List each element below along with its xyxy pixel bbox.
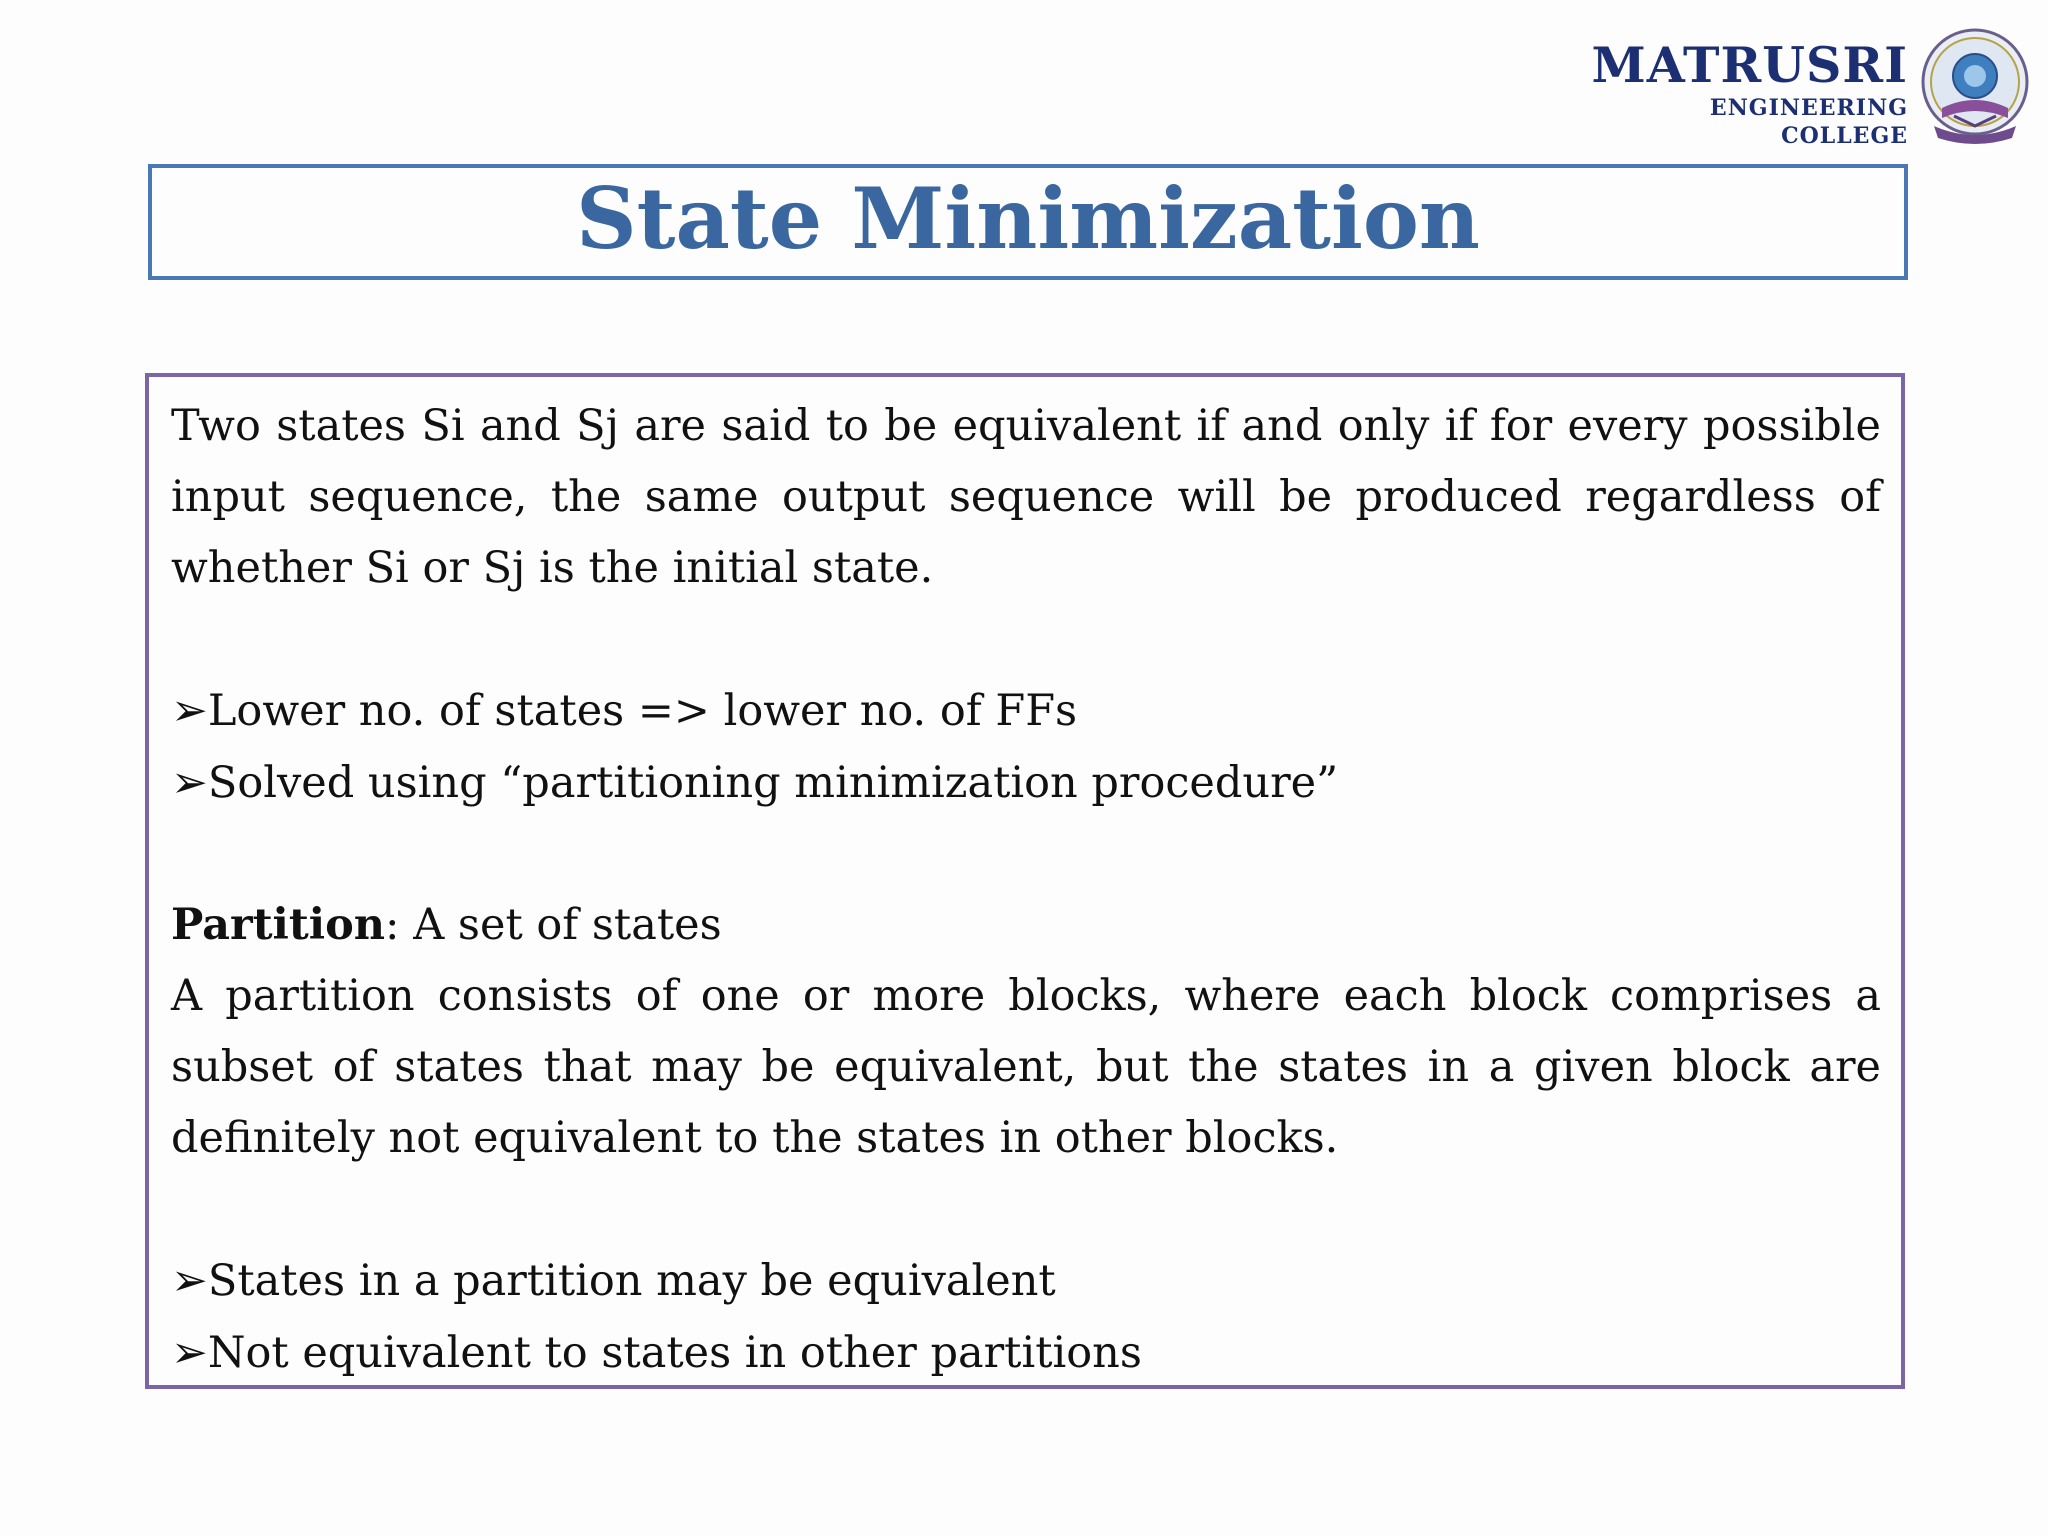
title-box (148, 164, 1908, 280)
content-box (145, 373, 1905, 1389)
logo-subtitle: ENGINEERING COLLEGE (1709, 95, 1908, 149)
bullet-item (171, 747, 1881, 819)
arrow-bullet-icon: ➢ (171, 685, 208, 736)
slide-title: State Minimization (576, 168, 1480, 268)
bullet-item (171, 675, 1881, 747)
partition-description: A partition consists of one or more blocks, where each block comprises a subset of states that may be equivalent, but the states in a given block are definitely not equivalent to the states in other blocks. (171, 971, 1881, 1163)
arrow-bullet-icon: ➢ (171, 1327, 208, 1378)
logo-text (1591, 36, 1908, 150)
partition-term: Partition (171, 900, 386, 950)
bullet-text: States in a partition may be equivalent (207, 1256, 1056, 1306)
partition-heading (171, 890, 1881, 961)
bullet-text: Not equivalent to states in other partitions (207, 1328, 1142, 1378)
spacer (171, 1174, 1881, 1245)
definition-paragraph: Two states Si and Sj are said to be equivalent if and only if for every possible input sequence, the same output sequence will be produced regardless of whether Si or Sj is the initial state. (171, 401, 1881, 593)
arrow-bullet-icon: ➢ (171, 757, 208, 808)
spacer (171, 604, 1881, 675)
spacer (171, 819, 1881, 890)
bullet-text: Solved using “partitioning minimization procedure” (207, 758, 1339, 808)
bullet-item (171, 1317, 1881, 1389)
logo-name: MATRUSRI (1591, 36, 1908, 94)
college-seal-icon (1912, 26, 2038, 146)
bullet-item (171, 1245, 1881, 1317)
partition-definition: : A set of states (385, 900, 722, 950)
arrow-bullet-icon: ➢ (171, 1255, 208, 1306)
bullet-text: Lower no. of states => lower no. of FFs (207, 686, 1078, 736)
college-logo (1591, 26, 2038, 149)
